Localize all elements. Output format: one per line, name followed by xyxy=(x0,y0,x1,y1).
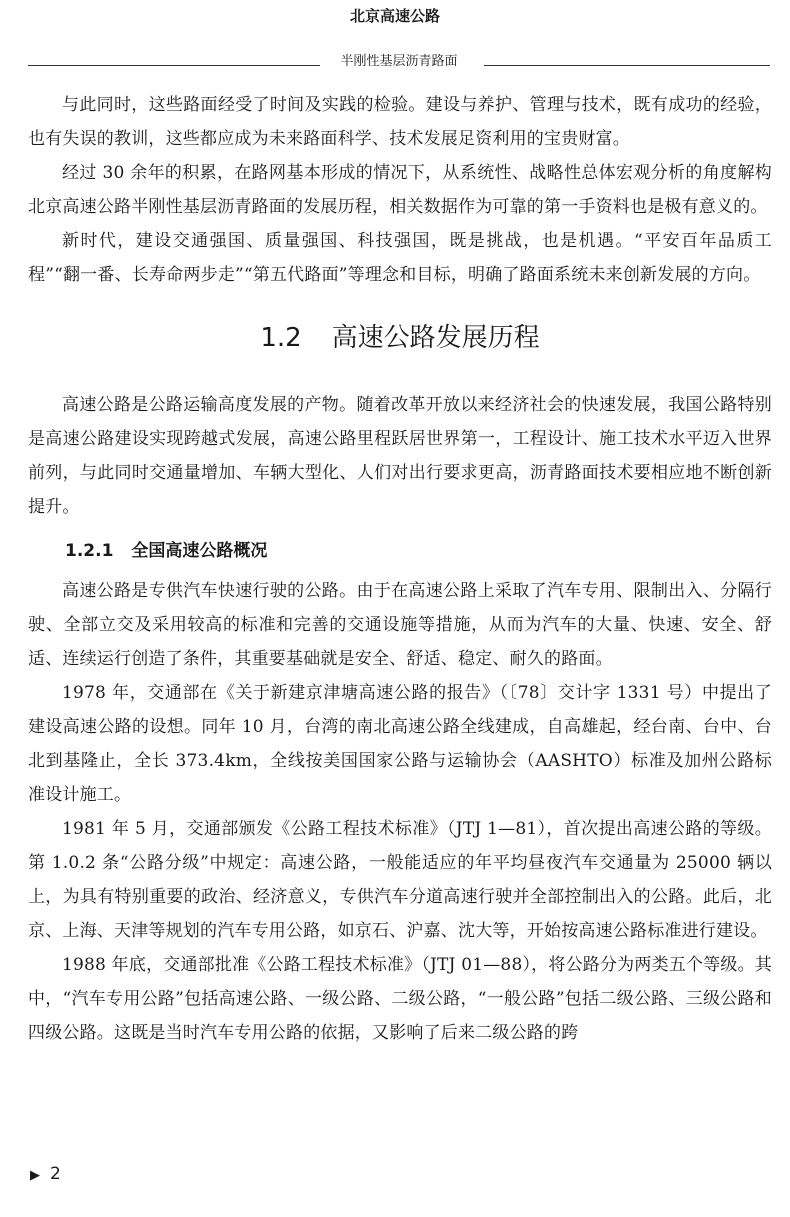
page-body xyxy=(28,88,772,1050)
running-header-title: 北京高速公路 xyxy=(349,7,440,25)
subsection-paragraph-1: 高速公路是专供汽车快速行驶的公路。由于在高速公路上采取了汽车专用、限制出入、分隔行驶、全部立交及采用较高的标准和完善的交通设施等措施，从而为汽车的大量、快速、安全、舒适、连续运行创造了条件，其重要基础就是安全、舒适、稳定、耐久的路面。 xyxy=(28,581,772,669)
intro-paragraph-1: 与此同时，这些路面经受了时间及实践的检验。建设与养护、管理与技术，既有成功的经验，也有失误的教训，这些都应成为未来路面科学、技术发展足资利用的宝贵财富。 xyxy=(28,95,772,149)
section-title-text: 高速公路发展历程 xyxy=(331,323,540,353)
page-arrow-icon: ▶ xyxy=(30,1168,40,1183)
running-header-rule xyxy=(28,52,770,72)
subsection-number: 1.2.1 xyxy=(65,541,114,561)
subsection-paragraph-2: 1978 年，交通部在《关于新建京津塘高速公路的报告》（〔78〕交计字 1331 号）中提出了建设高速公路的设想。同年 10 月，台湾的南北高速公路全线建成，自高雄起，经台南、台中、台北到基隆止，全长 373.4km，全线按美国国家公路与运输协会（AASHTO）标准及加州公路标准设计施工。 xyxy=(28,683,772,805)
subsection-title-text: 全国高速公路概况 xyxy=(131,541,268,561)
section-number: 1.2 xyxy=(260,323,302,353)
section-heading xyxy=(28,318,772,358)
subsection-paragraph-4: 1988 年底，交通部批准《公路工程技术标准》（JTJ 01—88），将公路分为两类五个等级。其中，“汽车专用公路”包括高速公路、一级公路、二级公路，“一般公路”包括二级公路、三级公路和四级公路。这既是当时汽车专用公路的依据，又影响了后来二级公路的跨 xyxy=(28,955,772,1043)
page-footer xyxy=(30,1162,61,1186)
intro-paragraph-2: 经过 30 余年的积累，在路网基本形成的情况下，从系统性、战略性总体宏观分析的角度解构北京高速公路半刚性基层沥青路面的发展历程，相关数据作为可靠的第一手资料也是极有意义的。 xyxy=(28,163,772,217)
section-paragraph-1: 高速公路是公路运输高度发展的产物。随着改革开放以来经济社会的快速发展，我国公路特别是高速公路建设实现跨越式发展，高速公路里程跃居世界第一，工程设计、施工技术水平迈入世界前列，与此同时交通量增加、车辆大型化、人们对出行要求更高，沥青路面技术要相应地不断创新提升。 xyxy=(28,395,772,517)
subsection-heading xyxy=(28,534,772,568)
intro-paragraph-3: 新时代，建设交通强国、质量强国、科技强国，既是挑战，也是机遇。“平安百年品质工程”“翻一番、长寿命两步走”“第五代路面”等理念和目标，明确了路面系统未来创新发展的方向。 xyxy=(28,231,772,285)
header-divider-right xyxy=(484,65,770,66)
running-header-subtitle: 半刚性基层沥青路面 xyxy=(340,54,458,69)
subsection-paragraph-3: 1981 年 5 月，交通部颁发《公路工程技术标准》（JTJ 1—81），首次提出高速公路的等级。第 1.0.2 条“公路分级”中规定：高速公路，一般能适应的年平均昼夜汽车交通量为 25000 辆以上，为具有特别重要的政治、经济意义，专供汽车分道高速行驶并全部控制出入的公路。此后，北京、上海、天津等规划的汽车专用公路，如京石、沪嘉、沈大等，开始按高速公路标准进行建设。 xyxy=(28,819,772,941)
page-number: 2 xyxy=(50,1164,61,1184)
